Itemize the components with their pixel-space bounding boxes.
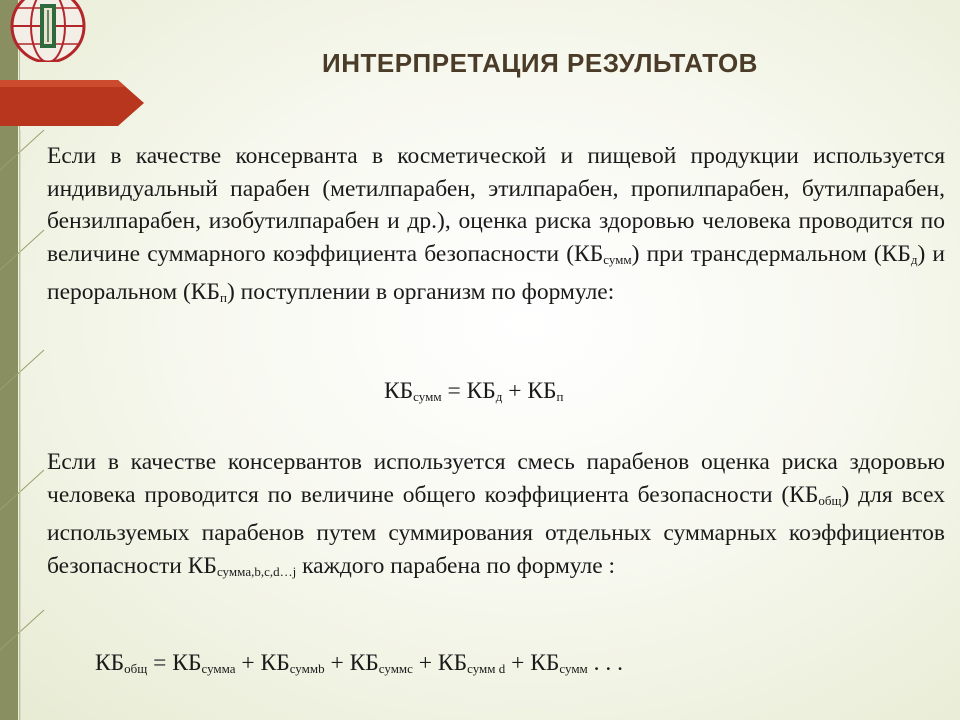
paragraph2-subscript-2: суммa,b,c,d…j <box>216 563 297 579</box>
formula1-term: = КБ <box>441 378 496 404</box>
paragraph2-text-2: ) для всех используемых парабенов путем суммирования отдельных суммарных коэффициентов безопасности КБ <box>47 481 945 579</box>
paragraph1-text-4: ) поступлении в организм по формуле: <box>226 279 615 306</box>
formula2-term: + КБ <box>235 650 290 676</box>
paragraph1-text-2: ) при трансдермальном (КБ <box>631 240 911 267</box>
formula1-subscript: д <box>495 389 503 404</box>
paragraph2-text-1: Если в качестве консервантов используется смесь парабенов оценка риска здоровью человека проводится по величине общего коэффициента безопасности (КБ <box>47 449 945 508</box>
formula2-subscript: суммb <box>289 661 325 676</box>
formula-sum-coefficient <box>384 378 564 405</box>
title-arrow-banner <box>0 80 144 126</box>
formula1-subscript: сумм <box>413 389 442 404</box>
formula2-term: + КБ <box>412 650 468 676</box>
formula2-ellipsis: . . . <box>587 650 624 676</box>
paragraph1-text-1: Если в качестве консерванта в косметической и пищевой продукции используется индивидуальный парабен (метилпарабен, этилпарабен, пропилпарабен, бутилпарабен, бензилпарабен, изобутилпарабен и др.), оценка риска здоровью человека проводится по величине суммарного коэффициента безопасности (КБ <box>47 143 945 267</box>
formula2-term: = КБ <box>147 650 202 676</box>
paragraph2-text-3: каждого парабена по формуле : <box>296 552 616 579</box>
formula2-subscript: сумм <box>559 661 588 676</box>
paragraph1-subscript-3: п <box>219 290 227 306</box>
formula2-term: + КБ <box>324 650 379 676</box>
paragraph1-subscript-1: сумм <box>603 251 632 267</box>
paragraph1-text-3: ) и пероральном (КБ <box>47 240 946 306</box>
formula2-subscript: суммc <box>378 661 413 676</box>
paragraph-paraben-mixture <box>47 446 945 588</box>
formula1-term: КБ <box>384 378 414 404</box>
formula2-subscript: сумма <box>201 661 236 676</box>
decorative-lines <box>0 130 48 720</box>
paragraph2-subscript-1: общ <box>818 492 842 508</box>
formula1-subscript: п <box>556 389 564 404</box>
page-title: ИНТЕРПРЕТАЦИЯ РЕЗУЛЬТАТОВ <box>322 48 758 78</box>
formula1-term: + КБ <box>502 378 557 404</box>
formula-total-coefficient <box>95 650 623 677</box>
formula2-term: + КБ <box>505 650 560 676</box>
formula2-term: КБ <box>95 650 125 676</box>
formula2-subscript: сумм d <box>467 661 506 676</box>
paragraph1-subscript-2: д <box>910 251 918 267</box>
globe-logo-icon <box>6 0 90 62</box>
paragraph-individual-paraben <box>47 140 945 315</box>
formula2-subscript: общ <box>124 661 148 676</box>
